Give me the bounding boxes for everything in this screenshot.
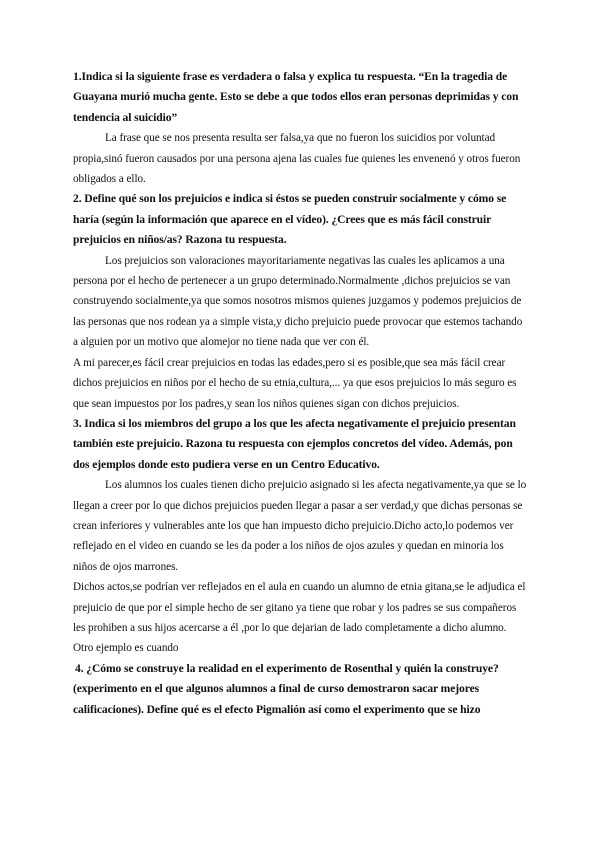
answer-2-paragraph-1: Los prejuicios son valoraciones mayoritariamente negativas las cuales les aplicamos a una persona por el hecho de pertenecer a un grupo determinado.Normalmente ,dichos prejuicios se van construyendo socialmente,ya que somos nosotros mismos quienes juzgamos y podemos prejuicios de las personas que nos rodean ya a simple vista,y dicho prejuicio puede provocar que estemos tachando a alguien por un motivo que alomejor no tiene nada que ver con él. bbox=[73, 254, 523, 349]
answer-3-paragraph-2: Dichos actos,se podrían ver reflejados en el aula en cuando un alumno de etnia gitana,se le adjudica el prejuicio de que por el simple hecho de ser gitano ya tiene que robar y los padres se sus compañeros les prohiben a sus hijos acercarse a él ,por lo que dejarian de lado completamente a dicho alumno. Otro ejemplo es cuando bbox=[73, 581, 526, 655]
answer-3-paragraph-1: Los alumnos los cuales tienen dicho prejuicio asignado si les afecta negativamente,ya que se lo llegan a creer por lo que dichos prejuicios pueden llegar a pasar a ser verdad,y que dichas personas se crean inferiores y vulnerables ante los que han impuesto dicho prejuicio.Dicho acto,lo podemos ver reflejado en el video en cuando se les da poder a los niños de ojos azules y quedan en minoria los niños de ojos marrones. bbox=[73, 479, 527, 573]
question-3: 3. Indica si los miembros del grupo a los que les afecta negativamente el prejuicio presentan también este prejuicio. Razona tu respuesta con ejemplos concretos del vídeo. Además, pon dos ejemplos donde esto pudiera verse en un Centro Educativo. bbox=[73, 416, 516, 471]
question-1: 1.Indica si la siguiente frase es verdadera o falsa y explica tu respuesta. “En la tragedia de Guayana murió mucha gente. Esto se debe a que todos ellos eran personas deprimidas y con tendencia al suicidio” bbox=[73, 70, 519, 124]
answer-1: La frase que se nos presenta resulta ser falsa,ya que no fueron los suicidios por voluntad propia,sinó fueron causados por una persona ajena las cuales fue quienes les envenenó y otros fueron obligados a ello. bbox=[73, 132, 521, 186]
document-body bbox=[73, 67, 528, 720]
question-2: 2. Define qué son los prejuicios e indica si éstos se pueden construir socialmente y cómo se haría (según la información que aparece en el vídeo). ¿Crees que es más fácil construir prejuicios en niños/as? Razona tu respuesta. bbox=[73, 192, 507, 247]
question-4: 4. ¿Cómo se construye la realidad en el experimento de Rosenthal y quién la construye? (experimento en el que algunos alumnos a final de curso demostraron sacar mejores calificaciones). Define qué es el efecto Pigmalión así como el experimento que se hizo bbox=[73, 661, 499, 716]
answer-2-paragraph-2: A mi parecer,es fácil crear prejuicios en todas las edades,pero si es posible,que sea más fácil crear dichos prejuicios en niños por el hecho de su etnia,cultura,... ya que esos prejuicios lo más seguro es que sean impuestos por los padres,y sean los niños quienes sigan con dichos prejuicios. bbox=[73, 356, 517, 410]
